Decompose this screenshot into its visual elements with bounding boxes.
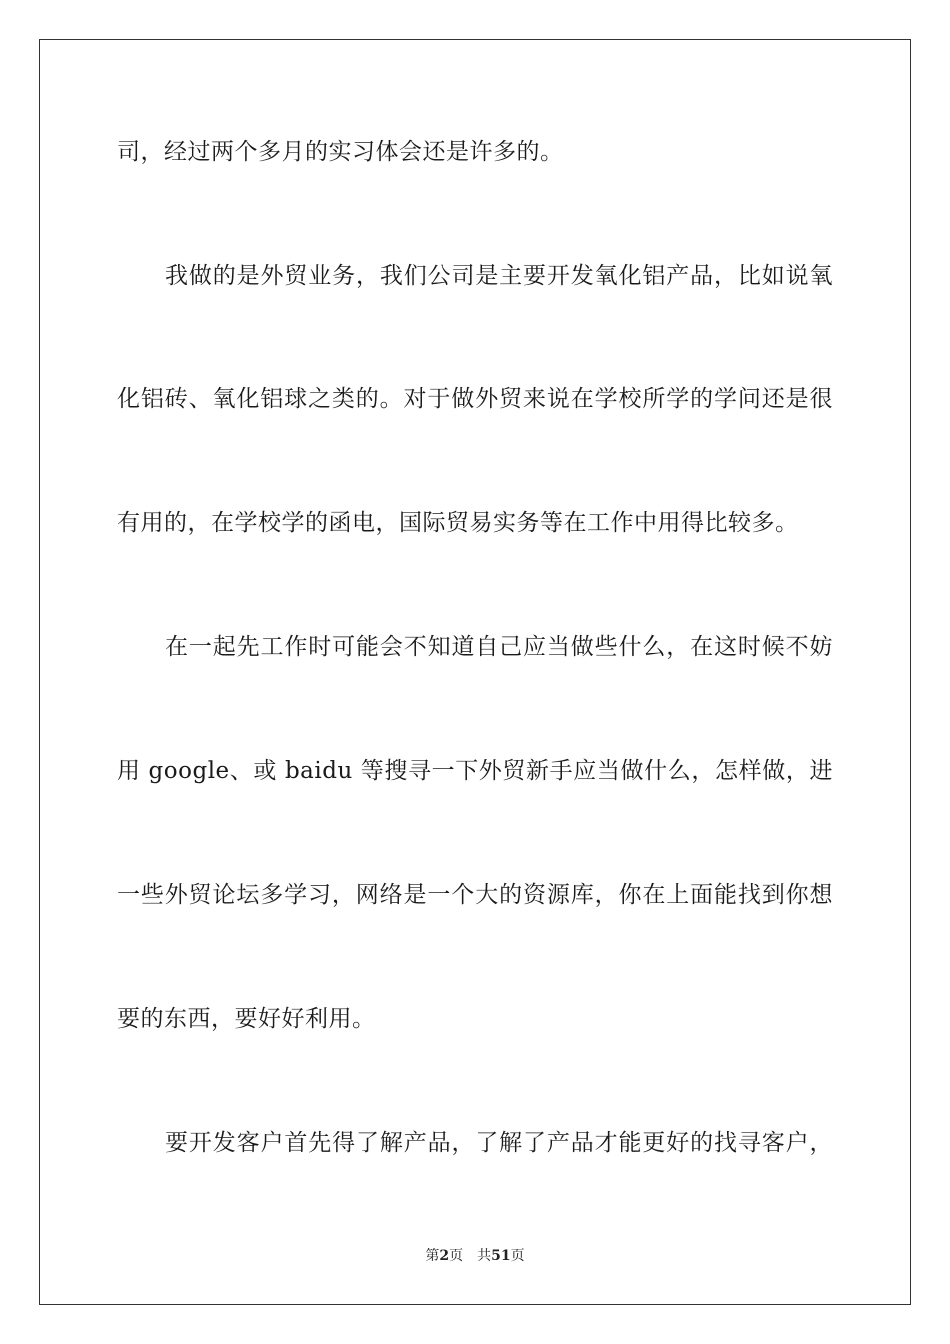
page-border <box>39 39 911 1305</box>
text-line: 要的东西，要好好利用。 <box>117 1006 376 1032</box>
text-line: 化铝砖、氧化铝球之类的。对于做外贸来说在学校所学的学问还是很 <box>117 386 833 412</box>
page-prefix: 第 <box>425 1248 440 1264</box>
text-line: 有用的，在学校学的函电，国际贸易实务等在工作中用得比较多。 <box>117 510 799 536</box>
text-line: 用 google、或 baidu 等搜寻一下外贸新手应当做什么，怎样做，进 <box>117 758 833 784</box>
paragraph-first-line: 在一起先工作时可能会不知道自己应当做些什么，在这时候不妨 <box>165 634 833 660</box>
page-number: 2 <box>439 1248 450 1264</box>
text-line: 一些外贸论坛多学习，网络是一个大的资源库，你在上面能找到你想 <box>117 882 833 908</box>
total-suffix: 页 <box>510 1248 525 1264</box>
total-prefix: 共 <box>477 1248 492 1264</box>
page-suffix: 页 <box>449 1248 464 1264</box>
total-pages: 51 <box>491 1248 511 1264</box>
text-line: 司，经过两个多月的实习体会还是许多的。 <box>117 139 564 165</box>
paragraph-first-line: 我做的是外贸业务，我们公司是主要开发氧化铝产品，比如说氧 <box>165 263 833 289</box>
page-footer <box>0 1246 950 1266</box>
paragraph-first-line: 要开发客户首先得了解产品，了解了产品才能更好的找寻客户， <box>165 1130 833 1156</box>
